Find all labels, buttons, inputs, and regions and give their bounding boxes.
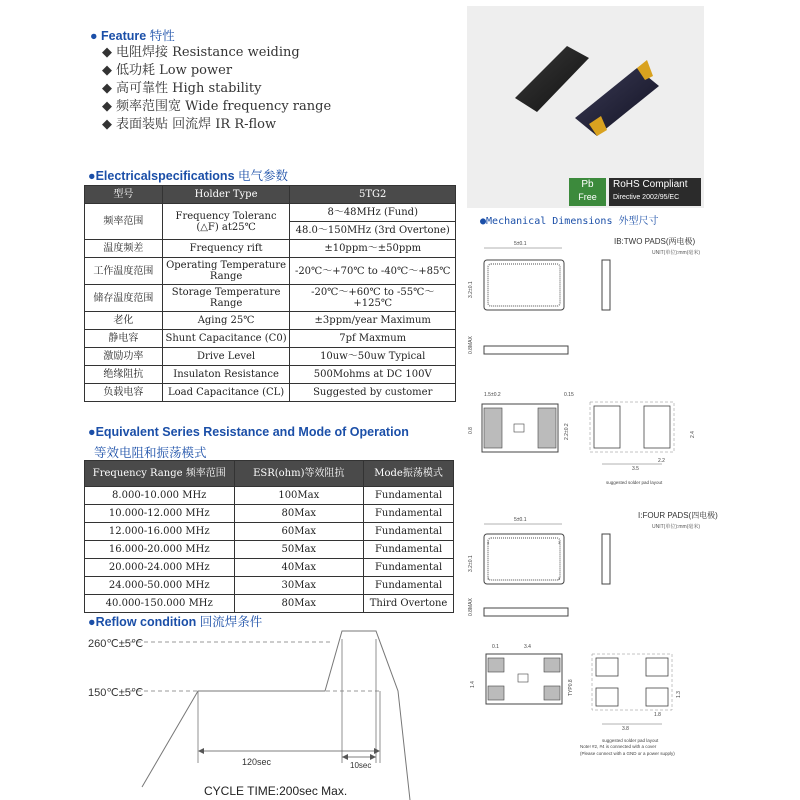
suggested-layout-label: suggested solder pad layout [602,738,659,743]
param-cn: 老化 [85,312,163,330]
param-en: Operating Temperature Range [162,258,290,285]
free-label: Free [578,192,597,202]
pad-1 [484,408,502,448]
dim-label: 2.2 [658,458,665,464]
arrow-head-icon [342,754,348,760]
esr-value: 50Max [234,541,364,559]
param-value: 10uw～50uw Typical [290,348,456,366]
dim-label: 3.4 [524,644,531,650]
dim-label: 3.5 [632,466,639,472]
param-cn: 负载电容 [85,384,163,402]
param-cn: 绝缘阻抗 [85,366,163,384]
pb-label: Pb [581,179,594,190]
feature-item-text: 高可靠性 High stability [116,81,262,96]
esr-mode: Fundamental [364,505,454,523]
note-line-1: Note! #2, #4 is connected with a cover [580,744,657,749]
header-cell: Mode振荡模式 [364,461,454,487]
esr-value: 30Max [234,577,364,595]
table-row [85,285,456,312]
esr-value: 60Max [234,523,364,541]
product-photo [467,6,704,208]
dim-label: 5±0.1 [514,517,527,523]
dur1-label: 120sec [242,757,272,767]
table-header-row [85,186,456,204]
solder-pad [644,406,670,448]
arrow-head-icon [370,754,376,760]
table-row [85,559,454,577]
pin-label: 4 [487,540,490,545]
header-cell: Frequency Range 频率范围 [85,461,235,487]
rohs-title: RoHS Compliant [613,179,688,190]
feature-item [102,62,331,80]
param-value: Suggested by customer [290,384,456,402]
esr-mode: Fundamental [364,541,454,559]
pad-2 [544,686,560,700]
package-side-view [602,534,610,584]
pad-4 [488,658,504,672]
esr-mode: Fundamental [364,559,454,577]
four-pads-label: I:FOUR PADS(四电极) [638,511,718,520]
mech-heading [480,212,659,227]
esr-freq: 8.000-10.000 MHz [85,487,235,505]
param-en: Shunt Capacitance (C0) [162,330,290,348]
pad-1 [488,686,504,700]
esr-value: 80Max [234,595,364,613]
param-en: Aging 25℃ [162,312,290,330]
bullet-dot-icon: ● [88,615,96,629]
feature-heading-en: Feature [101,29,147,43]
param-cn: 温度频差 [85,240,163,258]
param-value: -20℃～+60℃ to -55℃～+125℃ [290,285,456,312]
solder-pad [646,658,668,676]
elec-spec-table [84,185,456,402]
esr-mode: Fundamental [364,523,454,541]
param-en: Storage Temperature Range [162,285,290,312]
diamond-bullet-icon: ◆ [102,99,112,114]
mech-heading-cn: 外型尺寸 [618,216,659,227]
elec-heading-cn: 电气参数 [238,169,289,183]
param-en: Frequency rift [162,240,290,258]
dim-label: 2.2±0.2 [564,423,570,440]
param-en: Insulaton Resistance [162,366,290,384]
table-row [85,523,454,541]
note-line-2: (Please connect with a GND or a power supply) [580,751,675,756]
package-front-view [484,608,568,616]
header-cell: Holder Type [162,186,290,204]
esr-freq: 20.000-24.000 MHz [85,559,235,577]
dim-label: 1.3 [676,691,682,698]
esr-heading-en: Equivalent Series Resistance and Mode of Operation [95,425,409,439]
dur2-label: 10sec [350,761,372,770]
dim-label: 0.15 [564,392,574,398]
table-row [85,487,454,505]
feature-list [102,44,331,134]
unit-label: UNIT(单位):mm(毫米) [652,524,701,530]
esr-mode: Fundamental [364,577,454,595]
pad-2 [538,408,556,448]
table-row [85,384,456,402]
dim-label: 3.2±0.1 [468,555,474,572]
diamond-bullet-icon: ◆ [102,45,112,60]
pad-3 [544,658,560,672]
solder-pad [646,688,668,706]
table-row [85,240,456,258]
pin-label: 1 [487,576,490,581]
feature-heading-cn: 特性 [149,29,175,43]
esr-value: 40Max [234,559,364,577]
dim-label: 1.5±0.2 [484,392,501,398]
param-value: 500Mohms at DC 100V [290,366,456,384]
rohs-badge [609,178,701,206]
reflow-profile-curve [142,631,410,800]
table-header-row [85,461,454,487]
esr-table [84,460,454,613]
param-value: ±10ppm～±50ppm [290,240,456,258]
header-cell: ESR(ohm)等效阻抗 [234,461,364,487]
param-value: 7pf Maxmum [290,330,456,348]
table-row [85,348,456,366]
table-row [85,505,454,523]
dim-label: 0.8MAX [468,336,474,354]
param-en: Load Capacitance (CL) [162,384,290,402]
table-row [85,204,456,222]
feature-item-text: 低功耗 Low power [116,63,233,78]
table-row [85,330,456,348]
two-pads-label: IB:TWO PADS(两电极) [614,237,696,246]
esr-heading-cn: 等效电阻和振荡模式 [94,446,207,460]
unit-label: UNIT(单位):mm(毫米) [652,250,701,256]
feature-heading [90,26,175,44]
package-top-outline [484,260,564,310]
solder-pad [596,658,618,676]
mechanical-drawings [462,228,798,800]
esr-mode: Fundamental [364,487,454,505]
dim-label: 0.8MAX [468,598,474,616]
feature-item-text: 频率范围宽 Wide frequency range [116,99,332,114]
esr-freq: 10.000-12.000 MHz [85,505,235,523]
param-cn: 储存温度范围 [85,285,163,312]
esr-value: 100Max [234,487,364,505]
dim-label: 2.4 [690,431,696,438]
reflow-heading-cn: 回流焊条件 [199,615,263,629]
table-row [85,541,454,559]
reflow-heading-en: Reflow condition [95,615,197,629]
param-value: ±3ppm/year Maximum [290,312,456,330]
table-row [85,312,456,330]
table-row [85,366,456,384]
feature-item [102,98,331,116]
crystal-top-view [515,46,589,112]
bullet-dot-icon: ● [480,216,487,227]
bullet-dot-icon: ● [88,169,96,183]
esr-heading [88,425,409,439]
dim-label: 3.8 [622,726,629,732]
feature-item [102,44,331,62]
param-en: Frequency Toleranc (△F) at25℃ [162,204,290,240]
bullet-dot-icon: ● [88,425,96,439]
esr-freq: 24.000-50.000 MHz [85,577,235,595]
feature-item [102,116,331,134]
diamond-bullet-icon: ◆ [102,81,112,96]
param-cn: 静电容 [85,330,163,348]
esr-freq: 40.000-150.000 MHz [85,595,235,613]
dim-label: 1.8 [654,712,661,718]
pin-label: 2 [558,576,561,581]
t-low-label: 150℃±5℃ [88,687,144,699]
dim-label: 5±0.1 [514,241,527,247]
t-high-label: 260℃±5℃ [88,638,144,650]
solder-pad [596,688,618,706]
esr-value: 80Max [234,505,364,523]
feature-item [102,80,331,98]
param-en: Drive Level [162,348,290,366]
elec-heading-en: Electricalspecifications [95,169,235,183]
package-side-view [602,260,610,310]
pb-free-badge [569,178,606,206]
esr-freq: 16.000-20.000 MHz [85,541,235,559]
param-value: 8～48MHz (Fund) [290,204,456,222]
param-value: -20℃～+70℃ to -40℃～+85℃ [290,258,456,285]
table-row [85,595,454,613]
param-cn: 频率范围 [85,204,163,240]
dim-label: 1.4 [470,681,476,688]
pin-label: 3 [558,540,561,545]
cycle-time-label: CYCLE TIME:200sec Max. [204,784,348,798]
dim-label: 0.8 [468,427,474,434]
param-value: 48.0～150MHz (3rd Overtone) [290,222,456,240]
bullet-dot-icon: ● [90,29,98,43]
arrow-head-icon [374,748,380,754]
header-cell: 型号 [85,186,163,204]
dim-label: 3.2±0.1 [468,281,474,298]
rohs-directive: Directive 2002/95/EC [613,194,680,201]
reflow-profile-diagram [80,625,460,800]
suggested-layout-label: suggested solder pad layout [606,480,663,485]
feature-item-text: 电阻焊接 Resistance weiding [116,45,300,60]
param-cn: 工作温度范围 [85,258,163,285]
esr-freq: 12.000-16.000 MHz [85,523,235,541]
dim-label: TYP0.8 [568,679,574,696]
diamond-bullet-icon: ◆ [102,117,112,132]
table-row [85,577,454,595]
header-cell: 5TG2 [290,186,456,204]
esr-mode: Third Overtone [364,595,454,613]
dim-label: 0.1 [492,644,499,650]
package-top-outline [484,534,564,584]
param-cn: 激励功率 [85,348,163,366]
arrow-head-icon [198,748,204,754]
diamond-bullet-icon: ◆ [102,63,112,78]
mech-heading-en: Mechanical Dimensions [486,216,613,227]
feature-item-text: 表面装贴 回流焊 IR R-flow [116,117,277,132]
solder-pad [594,406,620,448]
table-row [85,258,456,285]
package-front-view [484,346,568,354]
elec-heading [88,166,288,184]
